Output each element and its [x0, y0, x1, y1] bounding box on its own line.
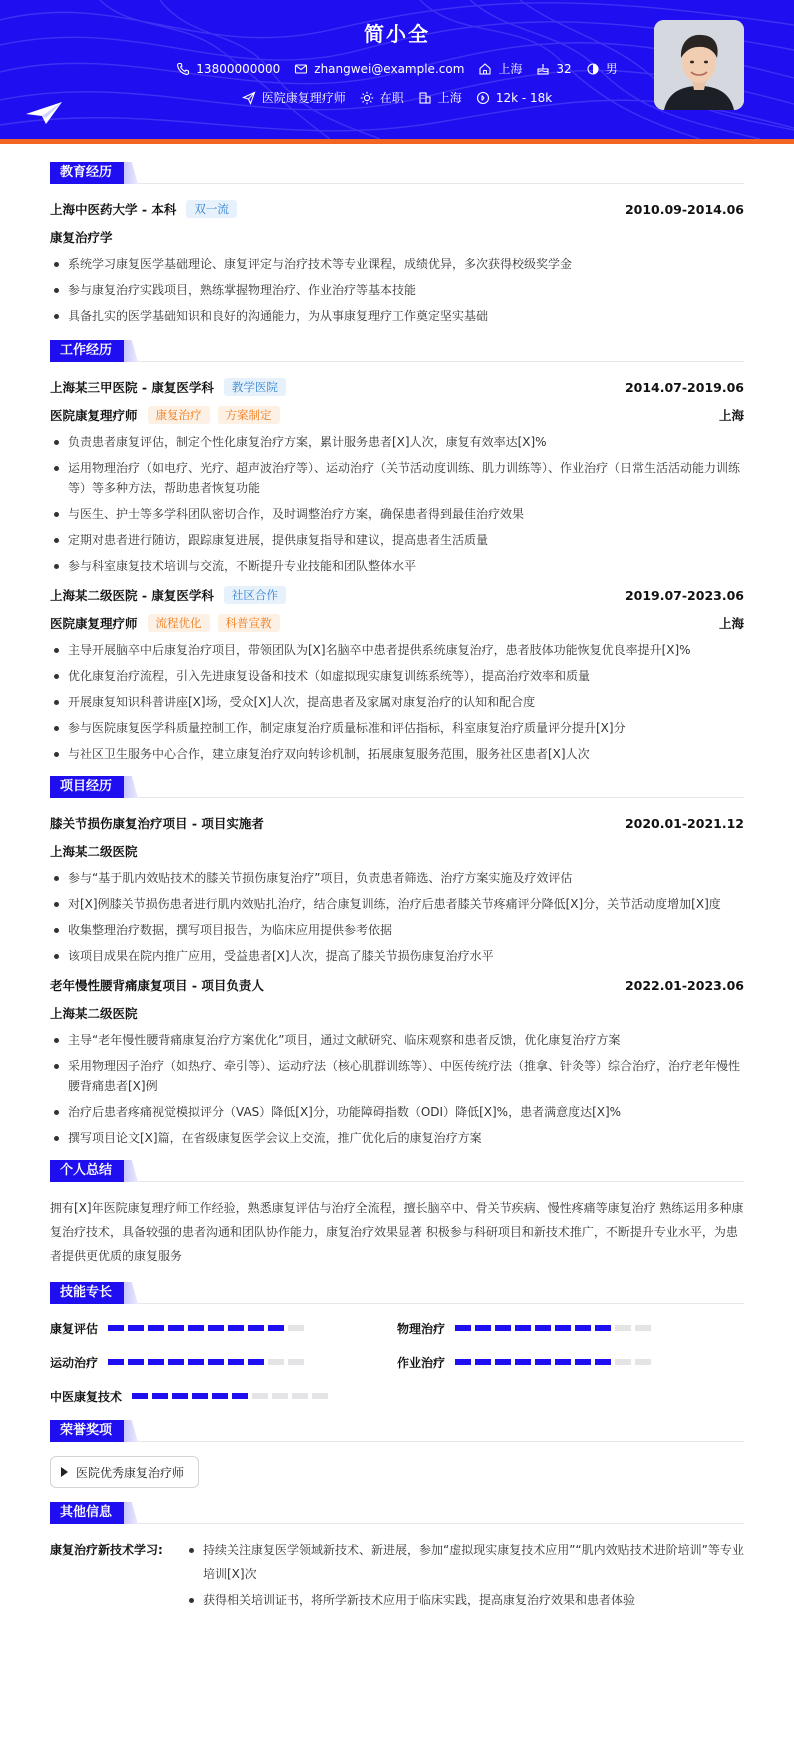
section-header: [50, 1502, 744, 1524]
resume-body: [0, 144, 794, 1634]
skill-level-segment: [475, 1325, 491, 1331]
list-item: 与医生、护士等多学科团队密切合作，及时调整治疗方案，确保患者得到最佳治疗效果: [50, 504, 744, 524]
age-text: 32: [556, 61, 572, 76]
entry-date: 2019.07-2023.06: [624, 587, 744, 603]
skill-level-segment: [535, 1359, 551, 1365]
skill-level-segment: [288, 1325, 304, 1331]
skill-level-segment: [188, 1325, 204, 1331]
skill-level-segment: [232, 1393, 248, 1399]
skill-level-segment: [168, 1359, 184, 1365]
company-tag: 教学医院: [224, 378, 286, 396]
list-item: 运用物理治疗（如电疗、光疗、超声波治疗等）、运动治疗（关节活动度训练、肌力训练等）、作业治疗（日常生活活动能力训练等）等多种方法，帮助患者恢复功能: [50, 458, 744, 498]
location-item: [478, 60, 522, 77]
gender-text: 男: [605, 62, 618, 76]
list-item: 负责患者康复评估，制定个性化康复治疗方案，累计服务患者[X]人次，康复有效率达[X]%: [50, 432, 744, 452]
building-icon: [418, 91, 432, 105]
role-tag: 流程优化: [148, 614, 210, 632]
entry-date: 2022.01-2023.06: [624, 977, 744, 993]
entry-subrow: [50, 840, 744, 862]
email-text: zhangwei@example.com: [314, 61, 465, 76]
skill-level-segment: [272, 1393, 288, 1399]
skill-level-segment: [248, 1325, 264, 1331]
section-header: [50, 1160, 744, 1182]
project-name: 膝关节损伤康复治疗项目 - 项目实施者: [50, 816, 264, 831]
list-item: 优化康复治疗流程，引入先进康复设备和技术（如虚拟现实康复训练系统等），提高治疗效率和质量: [50, 666, 744, 686]
bullet-list: [50, 640, 744, 764]
list-item: 主导“老年慢性腰背痛康复治疗方案优化”项目，通过文献研究、临床观察和患者反馈，优化康复治疗方案: [50, 1030, 744, 1050]
work-section: [50, 340, 744, 764]
project-entry: [50, 974, 744, 1148]
role-tag: 科普宣教: [218, 614, 280, 632]
skill-level-segment: [575, 1325, 591, 1331]
list-item: 采用物理因子治疗（如热疗、牵引等）、运动疗法（核心肌群训练等）、中医传统疗法（推拿、针灸等）综合治疗，治疗老年慢性腰背痛患者[X]例: [50, 1056, 744, 1096]
gender-icon: [586, 62, 600, 76]
skill-level-segment: [268, 1325, 284, 1331]
skill-level-segment: [288, 1359, 304, 1365]
section-header: [50, 340, 744, 362]
skill-level-segment: [248, 1359, 264, 1365]
skill-level-segment: [212, 1393, 228, 1399]
other-info-label: 康复治疗新技术学习:: [50, 1543, 163, 1557]
section-title: 教育经历: [50, 162, 124, 184]
bullet-list: [50, 254, 744, 326]
skill-name: 中医康复技术: [50, 1389, 123, 1404]
summary-text: 拥有[X]年医院康复理疗师工作经验，熟悉康复评估与治疗全流程，擅长脑卒中、骨关节疾病、慢性疼痛等康复治疗 熟练运用多种康复治疗技术，具备较强的患者沟通和团队协作能力，康复治疗效果显著 积极参与科研项目和新技术推广，不断提升专业水平，为患者提供更优质的康复服务: [50, 1201, 744, 1263]
location-text: 上海: [498, 62, 523, 76]
list-item: 主导开展脑卒中后康复治疗项目，带领团队为[X]名脑卒中患者提供系统康复治疗，患者肢体功能恢复优良率提升[X]%: [50, 640, 744, 660]
phone-text: 13800000000: [196, 61, 281, 76]
list-item: 治疗后患者疼痛视觉模拟评分（VAS）降低[X]分，功能障碍指数（ODI）降低[X]%，患者满意度达[X]%: [50, 1102, 744, 1122]
education-section: [50, 162, 744, 326]
skill-level-segment: [595, 1359, 611, 1365]
position-text: 医院康复理疗师: [261, 91, 346, 105]
list-item: 与社区卫生服务中心合作，建立康复治疗双向转诊机制，拓展康复服务范围，服务社区患者[X]人次: [50, 744, 744, 764]
list-item: 撰写项目论文[X]篇，在省级康复医学会议上交流，推广优化后的康复治疗方案: [50, 1128, 744, 1148]
skill-level-segment: [108, 1325, 124, 1331]
skill-item: [50, 1318, 397, 1338]
entry-subrow: [50, 612, 744, 634]
skill-level-segment: [192, 1393, 208, 1399]
list-item: 定期对患者进行随访，跟踪康复进展，提供康复指导和建议，提高患者生活质量: [50, 530, 744, 550]
skill-level-segment: [168, 1325, 184, 1331]
salary-item: [476, 91, 552, 105]
skill-level-segment: [555, 1359, 571, 1365]
section-header: [50, 1420, 744, 1442]
entry-date: 2014.07-2019.06: [624, 379, 744, 395]
awards-section: [50, 1420, 744, 1488]
company-name: 上海某三甲医院 - 康复医学科: [50, 380, 214, 395]
skill-level-segment: [132, 1393, 148, 1399]
skills-section: [50, 1282, 744, 1406]
skill-item: [397, 1318, 744, 1338]
section-title: 其他信息: [50, 1502, 124, 1524]
skill-level-segment: [128, 1359, 144, 1365]
position-item: [242, 89, 346, 106]
entry-title-wrap: [50, 200, 237, 218]
other-section: [50, 1502, 744, 1614]
avatar: [654, 20, 744, 110]
skill-level-segment: [228, 1325, 244, 1331]
mail-icon: [294, 62, 308, 76]
skill-level-segment: [595, 1325, 611, 1331]
skills-grid: [50, 1318, 744, 1406]
skill-item: [50, 1352, 397, 1372]
candidate-name: 简小全: [364, 22, 430, 46]
status-item: [360, 89, 404, 106]
award-label: 医院优秀康复治疗师: [76, 1465, 185, 1480]
skill-item: [50, 1386, 397, 1406]
project-org: 上海某二级医院: [50, 1006, 138, 1021]
skill-level-segment: [635, 1359, 651, 1365]
skill-level-segment: [312, 1393, 328, 1399]
skill-level-segment: [615, 1359, 631, 1365]
section-header: [50, 776, 744, 798]
salary-text: 12k - 18k: [495, 90, 553, 105]
skill-level-segment: [475, 1359, 491, 1365]
skill-level-segment: [152, 1393, 168, 1399]
skill-level-segment: [208, 1359, 224, 1365]
skill-level-segment: [148, 1359, 164, 1365]
section-title: 荣誉奖项: [50, 1420, 124, 1442]
entry-header: [50, 376, 744, 398]
skill-level-segment: [208, 1325, 224, 1331]
city-item: [418, 89, 462, 106]
other-info-row: [50, 1538, 744, 1614]
role-title: 医院康复理疗师: [50, 408, 138, 423]
paper-plane-icon: [24, 100, 64, 126]
skill-name: 康复评估: [50, 1321, 99, 1336]
role-title: 医院康复理疗师: [50, 616, 138, 631]
send-icon: [242, 91, 256, 105]
entry-subrow: [50, 1002, 744, 1024]
list-item: 持续关注康复医学领域新技术、新进展，参加“虚拟现实康复技术应用”“肌内效贴技术进阶培训”等专业培训[X]次: [185, 1538, 744, 1586]
skill-level-bar: [108, 1325, 304, 1331]
section-title: 项目经历: [50, 776, 124, 798]
skill-level-segment: [455, 1359, 471, 1365]
skill-level-segment: [515, 1359, 531, 1365]
skill-level-segment: [615, 1325, 631, 1331]
coin-icon: [476, 91, 490, 105]
skill-level-segment: [455, 1325, 471, 1331]
list-item: 参与医院康复医学科质量控制工作，制定康复治疗质量标准和评估指标，科室康复治疗质量评分提升[X]分: [50, 718, 744, 738]
skill-level-segment: [515, 1325, 531, 1331]
skill-level-bar: [132, 1393, 328, 1399]
skill-level-segment: [228, 1359, 244, 1365]
work-entry: [50, 376, 744, 576]
role-tag: 方案制定: [218, 406, 280, 424]
list-item: 收集整理治疗数据，撰写项目报告，为临床应用提供参考依据: [50, 920, 744, 940]
company-name: 上海某二级医院 - 康复医学科: [50, 588, 214, 603]
skill-level-segment: [188, 1359, 204, 1365]
skill-level-bar: [108, 1359, 304, 1365]
list-item: 该项目成果在院内推广应用，受益患者[X]人次，提高了膝关节损伤康复治疗水平: [50, 946, 744, 966]
entry-title-wrap: [50, 378, 286, 396]
resume-header: [0, 0, 794, 144]
role-wrap: [50, 406, 280, 424]
section-title: 工作经历: [50, 340, 124, 362]
cake-icon: [536, 62, 550, 76]
skill-level-bar: [455, 1359, 651, 1365]
phone-item: [176, 62, 280, 76]
list-item: 开展康复知识科普讲座[X]场，受众[X]人次，提高患者及家属对康复治疗的认知和配合度: [50, 692, 744, 712]
entry-date: 2010.09-2014.06: [624, 201, 744, 217]
city-text: 上海: [437, 91, 462, 105]
list-item: 系统学习康复医学基础理论、康复评定与治疗技术等专业课程，成绩优异，多次获得校级奖学金: [50, 254, 744, 274]
school-name: 上海中医药大学 - 本科: [50, 202, 177, 217]
entry-date: 2020.01-2021.12: [624, 815, 744, 831]
skill-level-segment: [635, 1325, 651, 1331]
skill-level-segment: [495, 1325, 511, 1331]
entry-header: [50, 974, 744, 996]
project-org: 上海某二级医院: [50, 844, 138, 859]
major: 康复治疗学: [50, 230, 113, 245]
skill-item: [397, 1352, 744, 1372]
skill-level-segment: [268, 1359, 284, 1365]
section-title: 技能专长: [50, 1282, 124, 1304]
status-text: 在职: [379, 91, 404, 105]
section-header: [50, 1282, 744, 1304]
list-item: 参与“基于肌内效贴技术的膝关节损伤康复治疗”项目，负责患者筛选、治疗方案实施及疗效评估: [50, 868, 744, 888]
skill-level-segment: [535, 1325, 551, 1331]
entry-subrow: [50, 226, 744, 248]
list-item: 参与科室康复技术培训与交流，不断提升专业技能和团队整体水平: [50, 556, 744, 576]
work-city: 上海: [718, 408, 744, 423]
section-header: [50, 162, 744, 184]
header-accent-bar: [0, 139, 794, 144]
play-icon: [61, 1467, 68, 1477]
skill-name: 运动治疗: [50, 1355, 99, 1370]
skill-level-segment: [555, 1325, 571, 1331]
list-item: 获得相关培训证书，将所学新技术应用于临床实践，提高康复治疗效果和患者体验: [185, 1588, 744, 1612]
bullet-list: [165, 1538, 744, 1614]
role-tag: 康复治疗: [148, 406, 210, 424]
bullet-list: [50, 432, 744, 576]
skill-level-segment: [575, 1359, 591, 1365]
entry-header: [50, 198, 744, 220]
work-entry: [50, 584, 744, 764]
summary-section: [50, 1160, 744, 1268]
skill-level-segment: [495, 1359, 511, 1365]
bullet-list: [50, 1030, 744, 1148]
project-entry: [50, 812, 744, 966]
bullet-list: [50, 868, 744, 966]
entry-header: [50, 812, 744, 834]
entry-subrow: [50, 404, 744, 426]
skill-level-segment: [108, 1359, 124, 1365]
entry-title-wrap: [50, 586, 286, 604]
list-item: 具备扎实的医学基础知识和良好的沟通能力，为从事康复理疗工作奠定坚实基础: [50, 306, 744, 326]
home-icon: [478, 62, 492, 76]
skill-level-segment: [252, 1393, 268, 1399]
skill-name: 物理治疗: [397, 1321, 446, 1336]
award-item[interactable]: [50, 1456, 199, 1488]
work-city: 上海: [718, 616, 744, 631]
skill-level-segment: [128, 1325, 144, 1331]
education-entry: [50, 198, 744, 326]
skill-level-bar: [455, 1325, 651, 1331]
project-name: 老年慢性腰背痛康复项目 - 项目负责人: [50, 978, 264, 993]
email-item: [294, 62, 464, 76]
section-title: 个人总结: [50, 1160, 124, 1182]
sun-icon: [360, 91, 374, 105]
skill-level-segment: [292, 1393, 308, 1399]
age-item: [536, 62, 571, 76]
list-item: 参与康复治疗实践项目，熟练掌握物理治疗、作业治疗等基本技能: [50, 280, 744, 300]
entry-header: [50, 584, 744, 606]
phone-icon: [176, 62, 190, 76]
company-tag: 社区合作: [224, 586, 286, 604]
role-wrap: [50, 614, 280, 632]
skill-level-segment: [172, 1393, 188, 1399]
school-tag: 双一流: [186, 200, 237, 218]
list-item: 对[X]例膝关节损伤患者进行肌内效贴扎治疗，结合康复训练，治疗后患者膝关节疼痛评分降低[X]分，关节活动度增加[X]度: [50, 894, 744, 914]
gender-item: [586, 60, 618, 77]
skill-name: 作业治疗: [397, 1355, 446, 1370]
projects-section: [50, 776, 744, 1148]
skill-level-segment: [148, 1325, 164, 1331]
